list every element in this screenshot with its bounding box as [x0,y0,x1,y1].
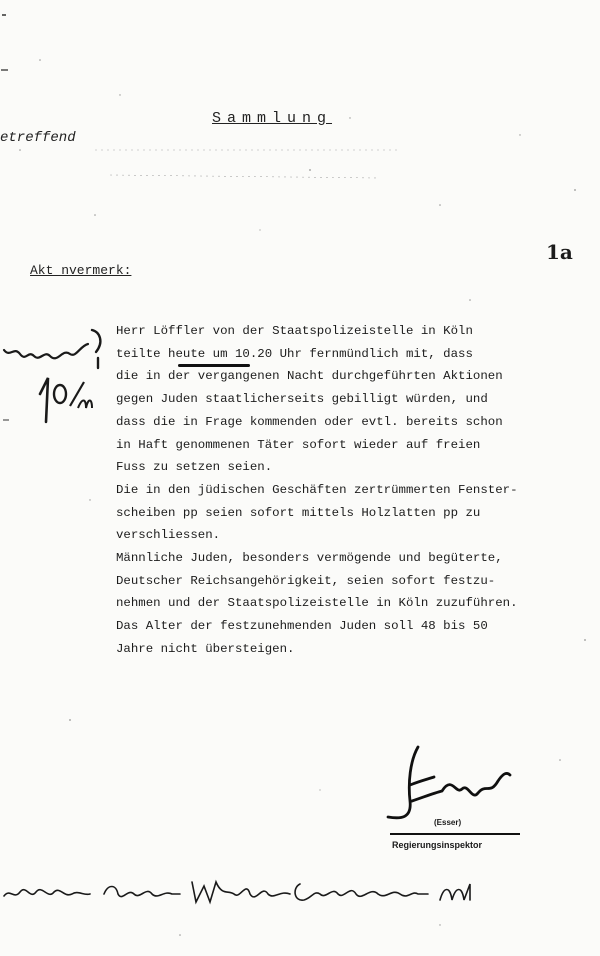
body-line: in Haft genommenen Täter sofort wieder auf freien [116,437,481,452]
body-line: Männliche Juden, besonders vermögende und begüterte, [116,551,503,566]
body-line: Die in den jüdischen Geschäften zertrümmerten Fenster- [116,482,518,497]
body-line: Herr Löffler von der Staatspolizeistelle in Köln [116,324,473,338]
body-line: scheiben pp seien sofort mittels Holzlatten pp zu [116,505,481,520]
signatory-name: (Esser) [434,818,462,827]
body-line: Das Alter der festzunehmenden Juden soll 48 bis 50 [116,619,488,634]
body-line: dass die in Frage kommenden oder evtl. bereits schon [116,414,503,429]
signatory-role: Regierungsinspektor [392,840,483,850]
note-body [116,320,600,661]
body-line: teilte heute um 10.20 Uhr fernmündlich mit, dass [116,346,473,361]
document-heading: Sammlung [212,110,333,127]
body-line: Fuss zu setzen seien. [116,460,273,475]
body-line: gegen Juden staatlicherseits gebilligt würden, und [116,392,488,407]
body-line: Deutscher Reichsangehörigkeit, seien sofort festzu- [116,573,496,588]
body-line: die in der vergangenen Nacht durchgeführten Aktionen [116,369,503,384]
signature-line [390,833,520,835]
handwritten-margin-note [0,328,110,438]
body-line: Jahre nicht übersteigen. [116,641,295,656]
body-line: nehmen und der Staatspolizeistelle in Köln zuzuführen. [116,596,518,611]
body-line: verschliessen. [116,528,221,543]
file-note-label: Akt nvermerk: [30,263,132,278]
handwritten-distribution-list [0,870,600,920]
subject-label: etreffend [0,130,76,146]
document-number: 1a [546,240,573,264]
